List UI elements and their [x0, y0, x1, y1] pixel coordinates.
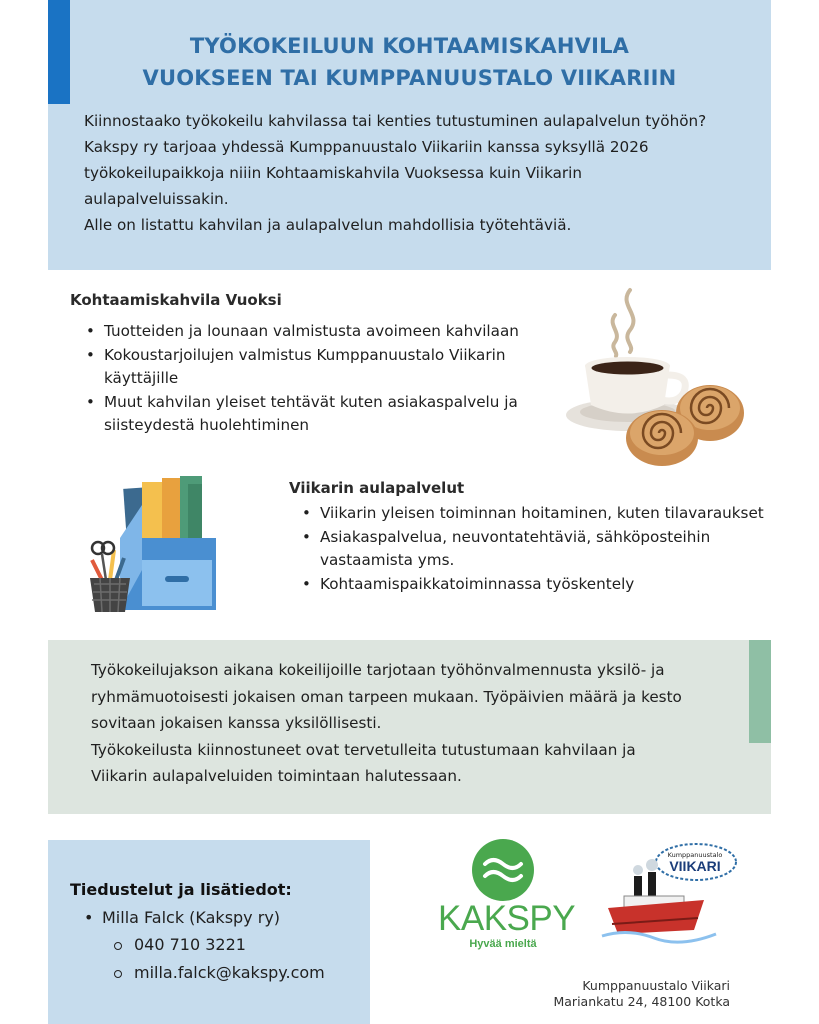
contact-person: • Milla Falck (Kakspy ry) — [80, 904, 370, 931]
address-line-1: Kumppanuustalo Viikari — [582, 978, 730, 993]
viikari-logo-small-text: Kumppanuustalo — [667, 851, 723, 859]
cafe-section-heading: Kohtaamiskahvila Vuoksi — [70, 291, 282, 309]
address-line-2: Mariankatu 24, 48100 Kotka — [553, 994, 730, 1009]
intro-line: työkokeilupaikkoja niiin Kohtaamiskahvila Vuoksessa kuin Viikarin — [84, 164, 583, 182]
list-item: • Kohtaamispaikkatoiminnassa työskentely — [298, 573, 768, 596]
list-item: • Tuotteiden ja lounaan valmistusta avoimeen kahvilaan — [82, 320, 552, 343]
kakspy-logo-icon — [471, 838, 535, 902]
info-line: Viikarin aulapalveluiden toimintaan halutessaan. — [91, 767, 462, 785]
intro-line: aulapalveluissakin. — [84, 190, 229, 208]
intro-line: Kiinnostaako työkokeilu kahvilassa tai kenties tutustuminen aulapalvelun työhön? — [84, 112, 707, 130]
list-item: • Viikarin yleisen toiminnan hoitaminen, kuten tilavaraukset — [298, 502, 768, 525]
list-item: • Asiakaspalvelua, neuvontatehtäviä, sähköposteihin vastaamista yms. — [298, 526, 768, 572]
contact-list — [80, 904, 370, 987]
contact-email[interactable]: milla.falck@kakspy.com — [80, 959, 370, 987]
info-accent-bar — [749, 640, 771, 743]
intro-line: Alle on listattu kahvilan ja aulapalvelun mahdollisia työtehtäviä. — [84, 216, 572, 234]
contact-heading: Tiedustelut ja lisätiedot: — [70, 880, 292, 899]
title-line-1: TYÖKOKEILUUN KOHTAAMISKAHVILA — [189, 34, 630, 58]
kakspy-logo-name: KAKSPY — [438, 899, 576, 938]
cafe-task-list — [82, 320, 552, 438]
kakspy-logo-tagline: Hyvää mieltä — [469, 938, 537, 950]
page-title — [48, 30, 771, 94]
intro-line: Kakspy ry tarjoaa yhdessä Kumppanuustalo Viikariin kanssa syksyllä 2026 — [84, 138, 649, 156]
address-block — [540, 978, 730, 1010]
coffee-cup-illustration — [560, 280, 760, 470]
viikari-logo-name: VIIKARI — [669, 858, 721, 874]
info-line: Työkokeilujakson aikana kokeilijoille tarjotaan työhönvalmennusta yksilö- ja — [91, 661, 665, 679]
contact-phone[interactable]: 040 710 3221 — [80, 931, 370, 959]
intro-text — [84, 108, 764, 238]
lobby-task-list — [298, 502, 768, 597]
list-item: • Muut kahvilan yleiset tehtävät kuten asiakaspalvelu ja siisteydestä huolehtiminen — [82, 391, 552, 437]
info-line: ryhmämuotoisesti jokaisen oman tarpeen mukaan. Työpäivien määrä ja kesto — [91, 687, 682, 706]
info-line: Työkokeilusta kiinnostuneet ovat tervetulleita tutustumaan kahvilaan ja — [91, 740, 636, 759]
file-organizer-illustration — [80, 470, 240, 620]
info-line: sovitaan jokaisen kanssa yksilöllisesti. — [91, 714, 382, 732]
list-item: • Kokoustarjoilujen valmistus Kumppanuustalo Viikarin käyttäjille — [82, 344, 552, 390]
lobby-section-heading: Viikarin aulapalvelut — [289, 479, 465, 497]
info-text — [91, 657, 741, 790]
title-line-2: VUOKSEEN TAI KUMPPANUUSTALO VIIKARIIN — [142, 66, 677, 90]
